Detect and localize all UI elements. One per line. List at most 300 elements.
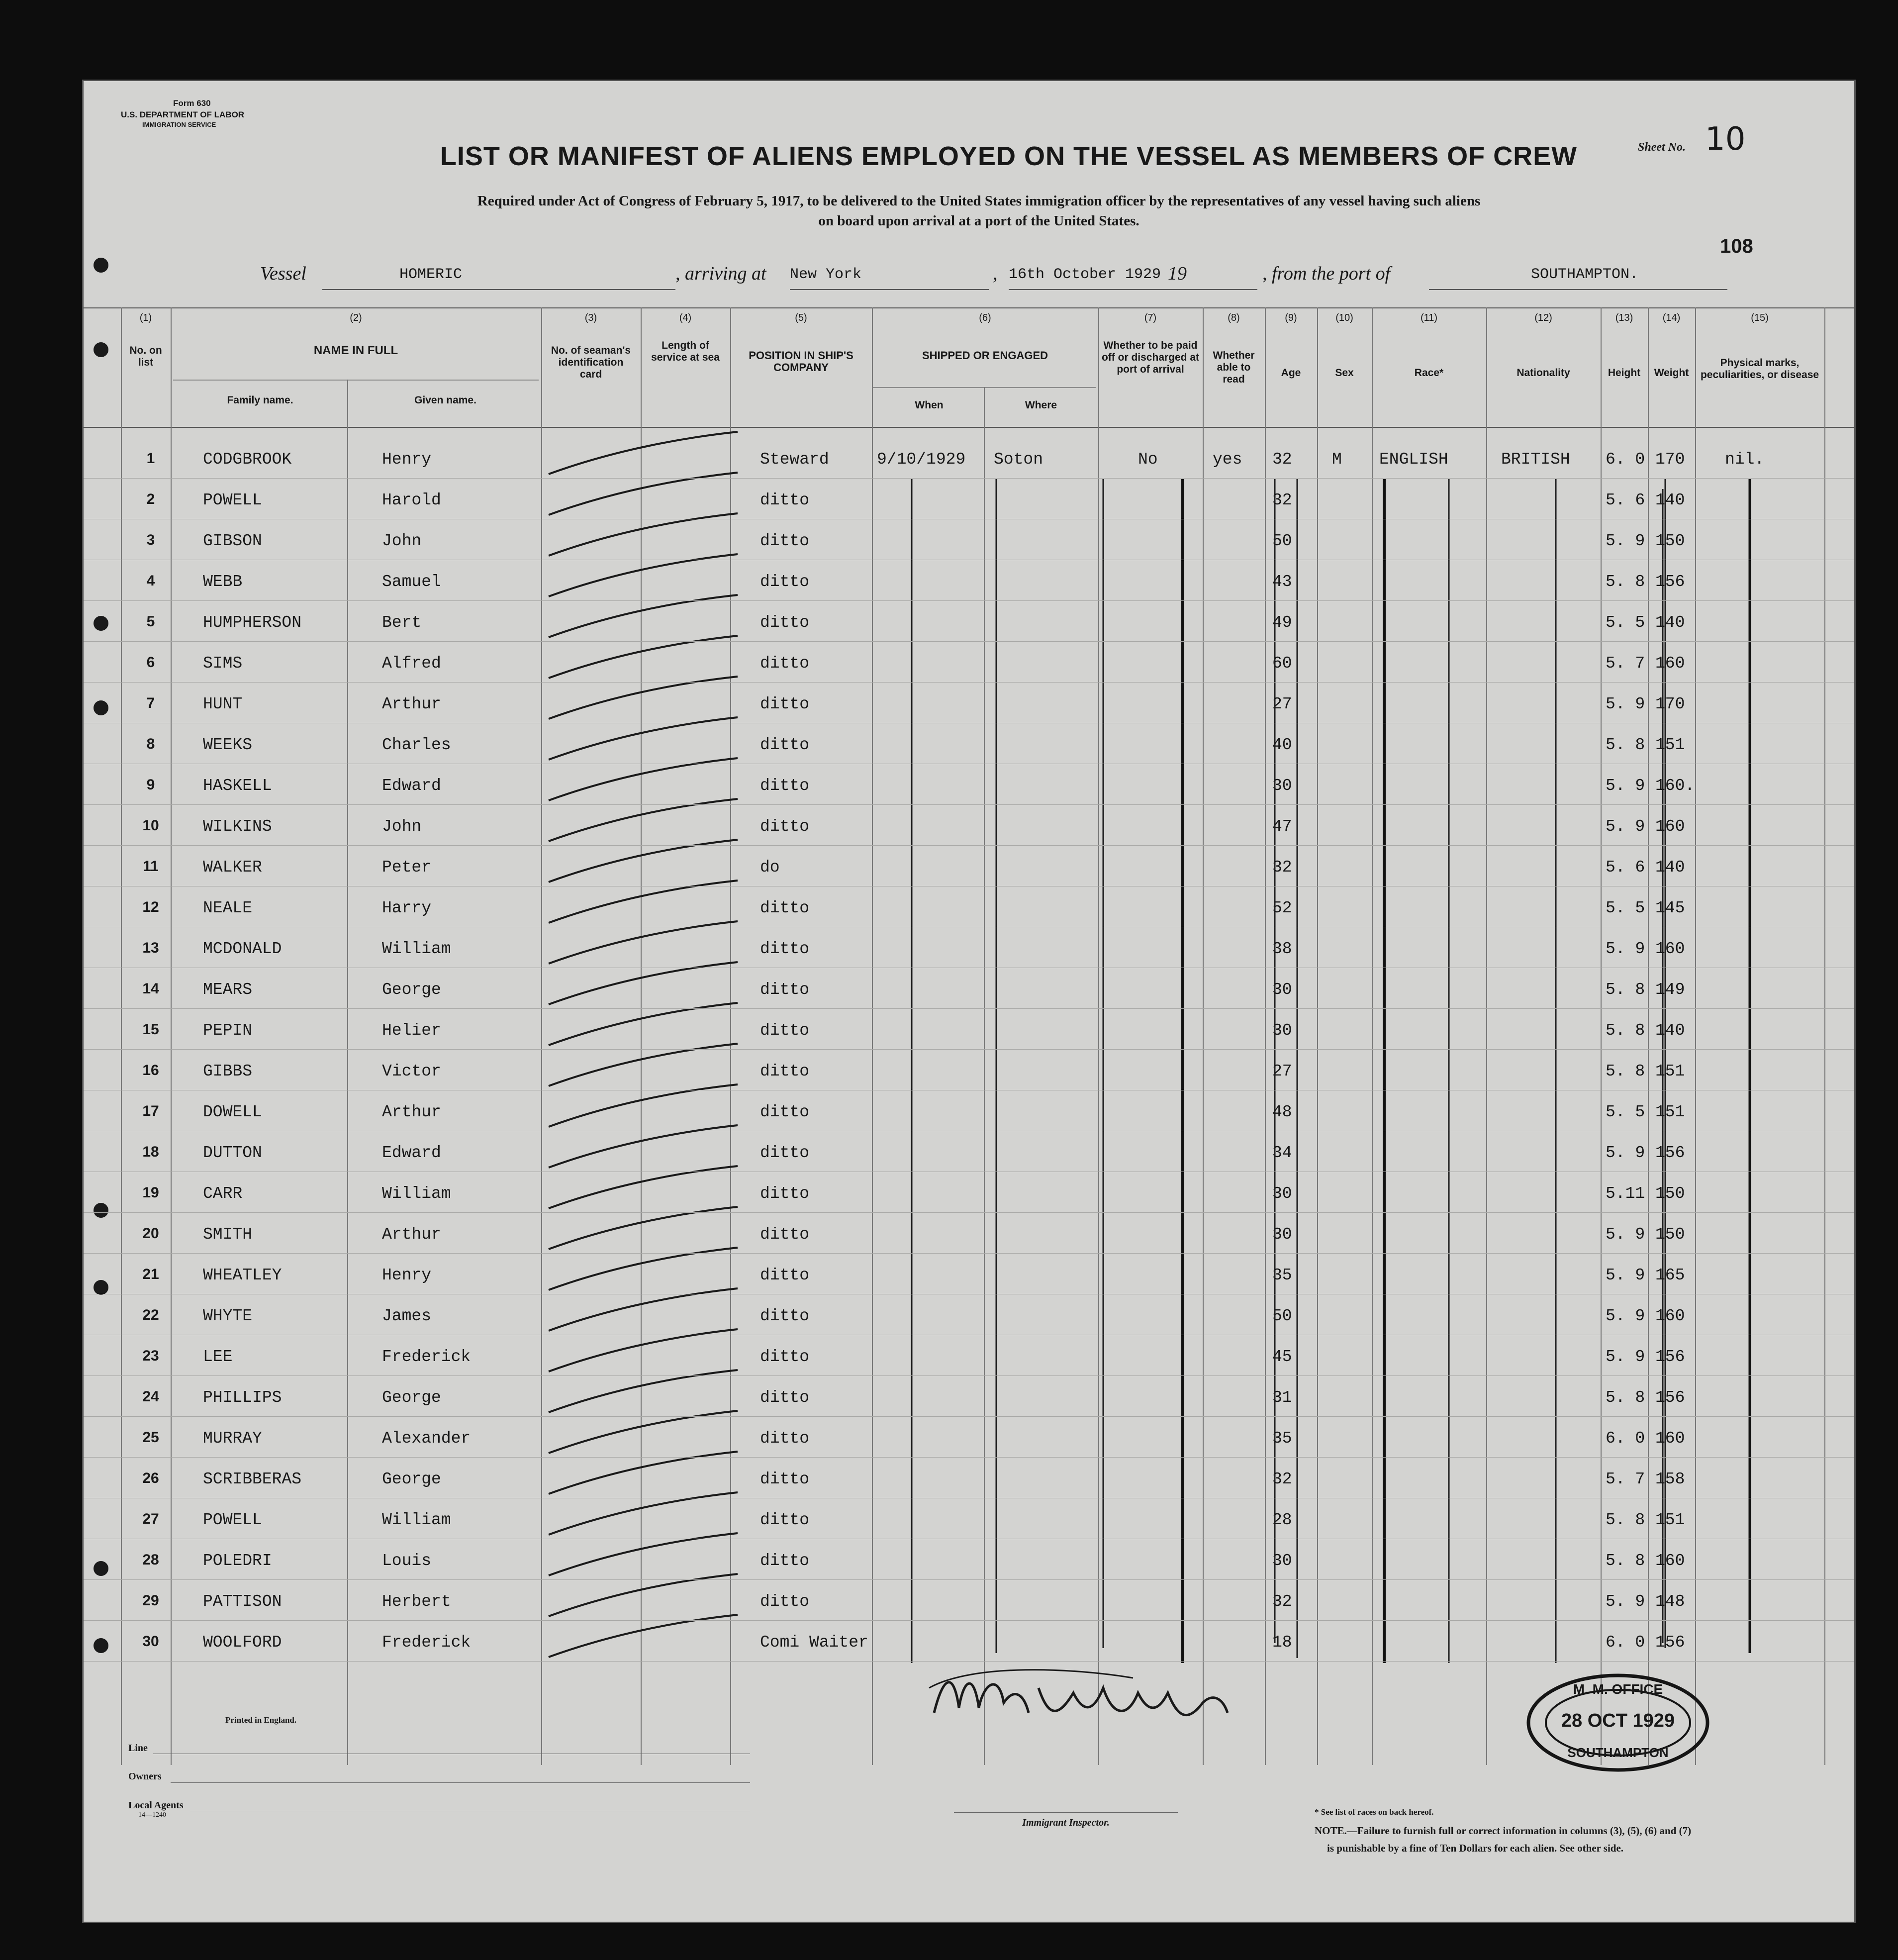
cell-no: 21 — [142, 1266, 159, 1282]
cell-position: ditto — [760, 980, 810, 999]
header-no-on-list: No. on list — [129, 345, 162, 368]
cell-no: 24 — [142, 1388, 159, 1405]
cell-height: 5. 6 — [1606, 858, 1645, 877]
cell-age: 30 — [1272, 1021, 1292, 1040]
cell-position: ditto — [760, 736, 810, 754]
row-rule — [84, 804, 1854, 805]
cell-age: 50 — [1272, 532, 1292, 550]
col-num: (12) — [1534, 312, 1552, 323]
form-number: Form 630 — [173, 98, 211, 108]
cell-height: 5. 8 — [1606, 1511, 1645, 1529]
cell-no: 19 — [142, 1184, 159, 1201]
cell-family: CODGBROOK — [203, 450, 292, 469]
cell-no: 22 — [142, 1307, 159, 1323]
row-rule — [84, 1212, 1854, 1213]
cell-no: 11 — [143, 858, 159, 875]
cell-age: 48 — [1272, 1103, 1292, 1121]
row-rule — [84, 1579, 1854, 1580]
header-family-name: Family name. — [227, 394, 293, 406]
cell-given: Louis — [382, 1552, 432, 1570]
header-sex: Sex — [1335, 367, 1354, 379]
cell-given: Arthur — [382, 1225, 441, 1244]
cell-family: WALKER — [203, 858, 262, 877]
cell-height: 5. 6 — [1606, 491, 1645, 509]
cell-position: ditto — [760, 1103, 810, 1121]
cell-weight: 160 — [1655, 1552, 1685, 1570]
vessel-name: HOMERIC — [399, 266, 463, 283]
cell-weight: 156 — [1655, 1388, 1685, 1407]
cell-sex: M — [1332, 450, 1342, 469]
cell-weight: 156 — [1655, 1144, 1685, 1162]
cell-position: ditto — [760, 1184, 810, 1203]
cell-weight: 140 — [1655, 1021, 1685, 1040]
cell-height: 5. 9 — [1606, 1592, 1645, 1611]
races-note: * See list of races on back hereof. — [1315, 1807, 1434, 1817]
cell-weight: 160 — [1655, 940, 1685, 958]
stamp-bottom-text: SOUTHAMPTON — [1567, 1745, 1669, 1760]
cell-height: 5. 8 — [1606, 1552, 1645, 1570]
cell-paid_off: No — [1138, 450, 1158, 469]
cell-weight: 156 — [1655, 573, 1685, 591]
from-port: SOUTHAMPTON. — [1531, 266, 1639, 283]
cell-position: ditto — [760, 1021, 810, 1040]
cell-weight: 140 — [1655, 491, 1685, 509]
cell-family: PEPIN — [203, 1021, 253, 1040]
row-rule — [84, 1661, 1854, 1662]
cell-weight: 151 — [1655, 1103, 1685, 1121]
cell-no: 5 — [146, 613, 155, 630]
cell-given: Henry — [382, 1266, 432, 1284]
cell-given: Alfred — [382, 654, 441, 673]
page-number: 108 — [1720, 235, 1753, 257]
cell-no: 3 — [146, 532, 155, 548]
cell-weight: 148 — [1655, 1592, 1685, 1611]
cell-weight: 170 — [1655, 450, 1685, 469]
row-rule — [84, 1049, 1854, 1050]
stamp-top-text: M. M. OFFICE — [1573, 1681, 1663, 1697]
cell-no: 7 — [146, 695, 155, 711]
cell-position: ditto — [760, 1429, 810, 1448]
cell-height: 6. 0 — [1606, 1429, 1645, 1448]
cell-family: POWELL — [203, 491, 262, 509]
cell-weight: 156 — [1655, 1348, 1685, 1366]
cell-given: William — [382, 1511, 451, 1529]
stamp-date: 28 OCT 1929 — [1561, 1710, 1675, 1731]
col-num: (2) — [350, 312, 362, 323]
cell-age: 38 — [1272, 940, 1292, 958]
col-num: (6) — [979, 312, 991, 323]
col-num: (5) — [795, 312, 807, 323]
header-able-to-read: Whether able to read — [1213, 350, 1255, 385]
cell-position: ditto — [760, 1266, 810, 1284]
cell-height: 5. 9 — [1606, 1225, 1645, 1244]
cell-given: Henry — [382, 450, 432, 469]
cell-age: 35 — [1272, 1266, 1292, 1284]
cell-position: ditto — [760, 1388, 810, 1407]
cell-no: 2 — [146, 491, 155, 507]
cell-height: 5. 5 — [1606, 899, 1645, 917]
cell-height: 5. 8 — [1606, 1021, 1645, 1040]
cell-no: 13 — [142, 940, 159, 956]
cell-position: ditto — [760, 1144, 810, 1162]
cell-height: 5. 9 — [1606, 940, 1645, 958]
signature-mark — [924, 1658, 1233, 1733]
header-physical-marks: Physical marks, peculiarities, or disease — [1700, 357, 1819, 381]
cell-family: WOOLFORD — [203, 1633, 282, 1652]
cell-position: ditto — [760, 899, 810, 917]
cell-family: MURRAY — [203, 1429, 262, 1448]
col-num: (3) — [584, 312, 597, 323]
cell-position: ditto — [760, 1348, 810, 1366]
cell-position: ditto — [760, 1307, 810, 1325]
cell-family: HUMPHERSON — [203, 613, 302, 632]
cell-position: ditto — [760, 1225, 810, 1244]
cell-given: William — [382, 940, 451, 958]
cell-position: ditto — [760, 1062, 810, 1080]
cell-given: Peter — [382, 858, 432, 877]
header-length-of-service: Length of service at sea — [651, 340, 720, 363]
cell-no: 8 — [146, 736, 155, 752]
cell-nationality: BRITISH — [1501, 450, 1570, 469]
cell-given: Arthur — [382, 695, 441, 713]
cell-weight: 149 — [1655, 980, 1685, 999]
col-num: (11) — [1420, 312, 1438, 323]
cell-no: 16 — [142, 1062, 159, 1078]
cell-age: 30 — [1272, 777, 1292, 795]
cell-weight: 151 — [1655, 1062, 1685, 1080]
cell-position: ditto — [760, 654, 810, 673]
header-where: Where — [1025, 399, 1057, 411]
cell-age: 30 — [1272, 1225, 1292, 1244]
note-line1: NOTE.—Failure to furnish full or correct information in columns (3), (5), (6) and (7) — [1315, 1825, 1692, 1837]
cell-height: 5. 9 — [1606, 532, 1645, 550]
cell-family: SIMS — [203, 654, 243, 673]
cell-no: 23 — [142, 1348, 159, 1364]
header-age: Age — [1281, 367, 1301, 379]
row-rule — [84, 1253, 1854, 1254]
cell-given: George — [382, 980, 441, 999]
cell-race: ENGLISH — [1379, 450, 1448, 469]
cell-age: 45 — [1272, 1348, 1292, 1366]
cell-age: 60 — [1272, 654, 1292, 673]
footer-form-code: 14—1240 — [138, 1811, 166, 1819]
cell-marks: nil. — [1725, 450, 1765, 469]
cell-age: 34 — [1272, 1144, 1292, 1162]
header-weight: Weight — [1654, 367, 1689, 379]
cell-given: Arthur — [382, 1103, 441, 1121]
cell-family: DOWELL — [203, 1103, 262, 1121]
cell-position: ditto — [760, 1511, 810, 1529]
comma: , — [993, 263, 998, 284]
cell-where: Soton — [994, 450, 1044, 469]
row-rule — [84, 1008, 1854, 1009]
cell-no: 17 — [142, 1103, 159, 1119]
cell-height: 5. 5 — [1606, 613, 1645, 632]
col-num: (15) — [1751, 312, 1769, 323]
row-rule — [84, 1620, 1854, 1621]
header-paid-off: Whether to be paid off or discharged at port of arrival — [1101, 340, 1200, 375]
cell-given: John — [382, 817, 422, 836]
cell-family: WEEKS — [203, 736, 253, 754]
cell-age: 27 — [1272, 695, 1292, 713]
cell-age: 32 — [1272, 1470, 1292, 1488]
col-num: (10) — [1335, 312, 1353, 323]
cell-position: ditto — [760, 1592, 810, 1611]
cell-given: Harry — [382, 899, 432, 917]
cell-weight: 160. — [1655, 777, 1695, 795]
cell-family: PATTISON — [203, 1592, 282, 1611]
cell-given: George — [382, 1470, 441, 1488]
cell-height: 5. 5 — [1606, 1103, 1645, 1121]
ditto-strokes — [84, 81, 1854, 1922]
cell-read: yes — [1213, 450, 1242, 469]
cell-age: 43 — [1272, 573, 1292, 591]
cell-position: Comi Waiter — [760, 1633, 868, 1652]
cell-height: 5. 9 — [1606, 1307, 1645, 1325]
cell-position: ditto — [760, 1470, 810, 1488]
cell-family: MCDONALD — [203, 940, 282, 958]
cell-position: ditto — [760, 573, 810, 591]
cell-weight: 165 — [1655, 1266, 1685, 1284]
cell-family: POLEDRI — [203, 1552, 272, 1570]
cell-family: NEALE — [203, 899, 253, 917]
cell-height: 5. 8 — [1606, 1062, 1645, 1080]
cell-family: DUTTON — [203, 1144, 262, 1162]
cell-height: 5. 8 — [1606, 573, 1645, 591]
cell-weight: 160 — [1655, 1429, 1685, 1448]
cell-age: 27 — [1272, 1062, 1292, 1080]
row-rule — [84, 1457, 1854, 1458]
cell-given: Edward — [382, 1144, 441, 1162]
footer-owners-label: Owners — [128, 1771, 162, 1782]
cell-weight: 156 — [1655, 1633, 1685, 1652]
cell-family: CARR — [203, 1184, 243, 1203]
cell-no: 4 — [146, 573, 155, 589]
footer-local-agents-label: Local Agents — [128, 1800, 184, 1811]
cell-given: George — [382, 1388, 441, 1407]
cell-weight: 145 — [1655, 899, 1685, 917]
cell-height: 6. 0 — [1606, 1633, 1645, 1652]
arriving-port: New York — [790, 266, 862, 283]
col-num: (13) — [1615, 312, 1633, 323]
service: IMMIGRATION SERVICE — [142, 121, 216, 128]
row-rule — [84, 682, 1854, 683]
cell-height: 5. 9 — [1606, 1266, 1645, 1284]
cell-age: 32 — [1272, 1592, 1292, 1611]
cell-no: 14 — [142, 980, 159, 997]
row-rule — [84, 845, 1854, 846]
cell-age: 47 — [1272, 817, 1292, 836]
cell-family: GIBSON — [203, 532, 262, 550]
inspector-rule — [954, 1812, 1178, 1813]
col-num: (7) — [1144, 312, 1157, 323]
cell-given: Frederick — [382, 1633, 471, 1652]
cell-weight: 160 — [1655, 1307, 1685, 1325]
vessel-label: Vessel — [260, 263, 306, 284]
cell-family: WHEATLEY — [203, 1266, 282, 1284]
footer-line-label: Line — [128, 1743, 148, 1754]
cell-height: 6. 0 — [1606, 450, 1645, 469]
header-when: When — [915, 399, 944, 411]
cell-age: 32 — [1272, 858, 1292, 877]
cell-given: William — [382, 1184, 451, 1203]
cell-age: 32 — [1272, 450, 1292, 469]
cell-position: do — [760, 858, 780, 877]
cell-no: 18 — [142, 1144, 159, 1160]
cell-family: HUNT — [203, 695, 243, 713]
cell-family: LEE — [203, 1348, 233, 1366]
header-id-card: No. of seaman's identification card — [551, 345, 631, 380]
printed-in: Printed in England. — [225, 1715, 297, 1725]
cell-when: 9/10/1929 — [877, 450, 966, 469]
cell-no: 30 — [142, 1633, 159, 1650]
cell-age: 30 — [1272, 980, 1292, 999]
cell-given: John — [382, 532, 422, 550]
cell-family: WEBB — [203, 573, 243, 591]
cell-weight: 140 — [1655, 613, 1685, 632]
cell-no: 28 — [142, 1552, 159, 1568]
cell-height: 5. 7 — [1606, 1470, 1645, 1488]
department: U.S. DEPARTMENT OF LABOR — [121, 110, 245, 119]
cell-weight: 151 — [1655, 736, 1685, 754]
cell-height: 5. 9 — [1606, 695, 1645, 713]
cell-position: Steward — [760, 450, 829, 469]
cell-weight: 158 — [1655, 1470, 1685, 1488]
cell-height: 5. 8 — [1606, 1388, 1645, 1407]
cell-given: Alexander — [382, 1429, 471, 1448]
cell-no: 15 — [142, 1021, 159, 1038]
cell-height: 5.11 — [1606, 1184, 1645, 1203]
col-num: (14) — [1662, 312, 1681, 323]
cell-given: Charles — [382, 736, 451, 754]
cell-age: 31 — [1272, 1388, 1292, 1407]
cell-age: 32 — [1272, 491, 1292, 509]
col-num: (8) — [1228, 312, 1240, 323]
cell-given: James — [382, 1307, 432, 1325]
cell-age: 30 — [1272, 1184, 1292, 1203]
cell-height: 5. 9 — [1606, 1348, 1645, 1366]
subtitle-line2: on board upon arrival at a port of the United States. — [818, 213, 1139, 229]
cell-height: 5. 8 — [1606, 736, 1645, 754]
cell-height: 5. 9 — [1606, 777, 1645, 795]
sheet-label: Sheet No. — [1638, 141, 1686, 154]
cell-given: Victor — [382, 1062, 441, 1080]
cell-given: Herbert — [382, 1592, 451, 1611]
cell-no: 27 — [142, 1511, 159, 1527]
cell-position: ditto — [760, 695, 810, 713]
cell-position: ditto — [760, 940, 810, 958]
cell-height: 5. 9 — [1606, 1144, 1645, 1162]
cell-no: 12 — [142, 899, 159, 915]
cell-weight: 151 — [1655, 1511, 1685, 1529]
cell-no: 29 — [142, 1592, 159, 1609]
col-num: (1) — [139, 312, 152, 323]
cell-family: HASKELL — [203, 777, 272, 795]
cell-no: 25 — [142, 1429, 159, 1446]
header-nationality: Nationality — [1517, 367, 1570, 379]
cell-position: ditto — [760, 491, 810, 509]
cell-position: ditto — [760, 777, 810, 795]
cell-given: Frederick — [382, 1348, 471, 1366]
cell-position: ditto — [760, 817, 810, 836]
cell-weight: 140 — [1655, 858, 1685, 877]
header-shipped-or-engaged: SHIPPED OR ENGAGED — [922, 349, 1048, 362]
cell-age: 40 — [1272, 736, 1292, 754]
cell-family: POWELL — [203, 1511, 262, 1529]
cell-position: ditto — [760, 532, 810, 550]
arrival-date: 16th October 1929 — [1009, 266, 1161, 283]
cell-age: 49 — [1272, 613, 1292, 632]
cell-family: PHILLIPS — [203, 1388, 282, 1407]
cell-height: 5. 9 — [1606, 817, 1645, 836]
cell-family: SMITH — [203, 1225, 253, 1244]
cell-no: 6 — [146, 654, 155, 671]
col-num: (4) — [679, 312, 692, 323]
cell-family: WHYTE — [203, 1307, 253, 1325]
row-rule — [84, 478, 1854, 479]
header-given-name: Given name. — [414, 394, 476, 406]
cell-no: 1 — [146, 450, 155, 467]
year-prefix: 19 — [1168, 263, 1187, 284]
row-rule — [84, 600, 1854, 601]
footer-owners-rule — [171, 1782, 750, 1783]
cell-position: ditto — [760, 1552, 810, 1570]
cell-age: 28 — [1272, 1511, 1292, 1529]
header-height: Height — [1608, 367, 1641, 379]
cell-weight: 150 — [1655, 532, 1685, 550]
cell-given: Bert — [382, 613, 422, 632]
cell-age: 18 — [1272, 1633, 1292, 1652]
cell-weight: 160 — [1655, 654, 1685, 673]
manifest-sheet — [82, 80, 1856, 1923]
inspector-label: Immigrant Inspector. — [1022, 1817, 1110, 1828]
cell-age: 52 — [1272, 899, 1292, 917]
from-label: , from the port of — [1262, 263, 1391, 284]
row-rule — [84, 641, 1854, 642]
cell-weight: 170 — [1655, 695, 1685, 713]
cell-height: 5. 7 — [1606, 654, 1645, 673]
col-num: (9) — [1285, 312, 1297, 323]
cell-given: Helier — [382, 1021, 441, 1040]
signature — [924, 1658, 1233, 1733]
cell-family: MEARS — [203, 980, 253, 999]
cell-age: 30 — [1272, 1552, 1292, 1570]
cell-family: GIBBS — [203, 1062, 253, 1080]
cell-no: 20 — [142, 1225, 159, 1242]
office-stamp — [1523, 1670, 1712, 1775]
cell-family: SCRIBBERAS — [203, 1470, 302, 1488]
header-race: Race* — [1414, 367, 1444, 379]
header-name-in-full: NAME IN FULL — [313, 344, 398, 357]
cell-no: 9 — [146, 777, 155, 793]
row-rule — [84, 1375, 1854, 1376]
row-rule — [84, 1416, 1854, 1417]
page-title: LIST OR MANIFEST OF ALIENS EMPLOYED ON THE VESSEL AS MEMBERS OF CREW — [440, 141, 1578, 171]
cell-position: ditto — [760, 613, 810, 632]
sheet-number: 10 — [1705, 121, 1746, 158]
cell-age: 35 — [1272, 1429, 1292, 1448]
cell-weight: 150 — [1655, 1184, 1685, 1203]
arriving-label: , arriving at — [675, 263, 766, 284]
note-line2: is punishable by a fine of Ten Dollars for each alien. See other side. — [1327, 1842, 1624, 1854]
cell-weight: 150 — [1655, 1225, 1685, 1244]
cell-age: 50 — [1272, 1307, 1292, 1325]
cell-given: Edward — [382, 777, 441, 795]
cell-weight: 160 — [1655, 817, 1685, 836]
header-position: POSITION IN SHIP'S COMPANY — [749, 349, 854, 374]
cell-no: 10 — [142, 817, 159, 834]
cell-family: WILKINS — [203, 817, 272, 836]
